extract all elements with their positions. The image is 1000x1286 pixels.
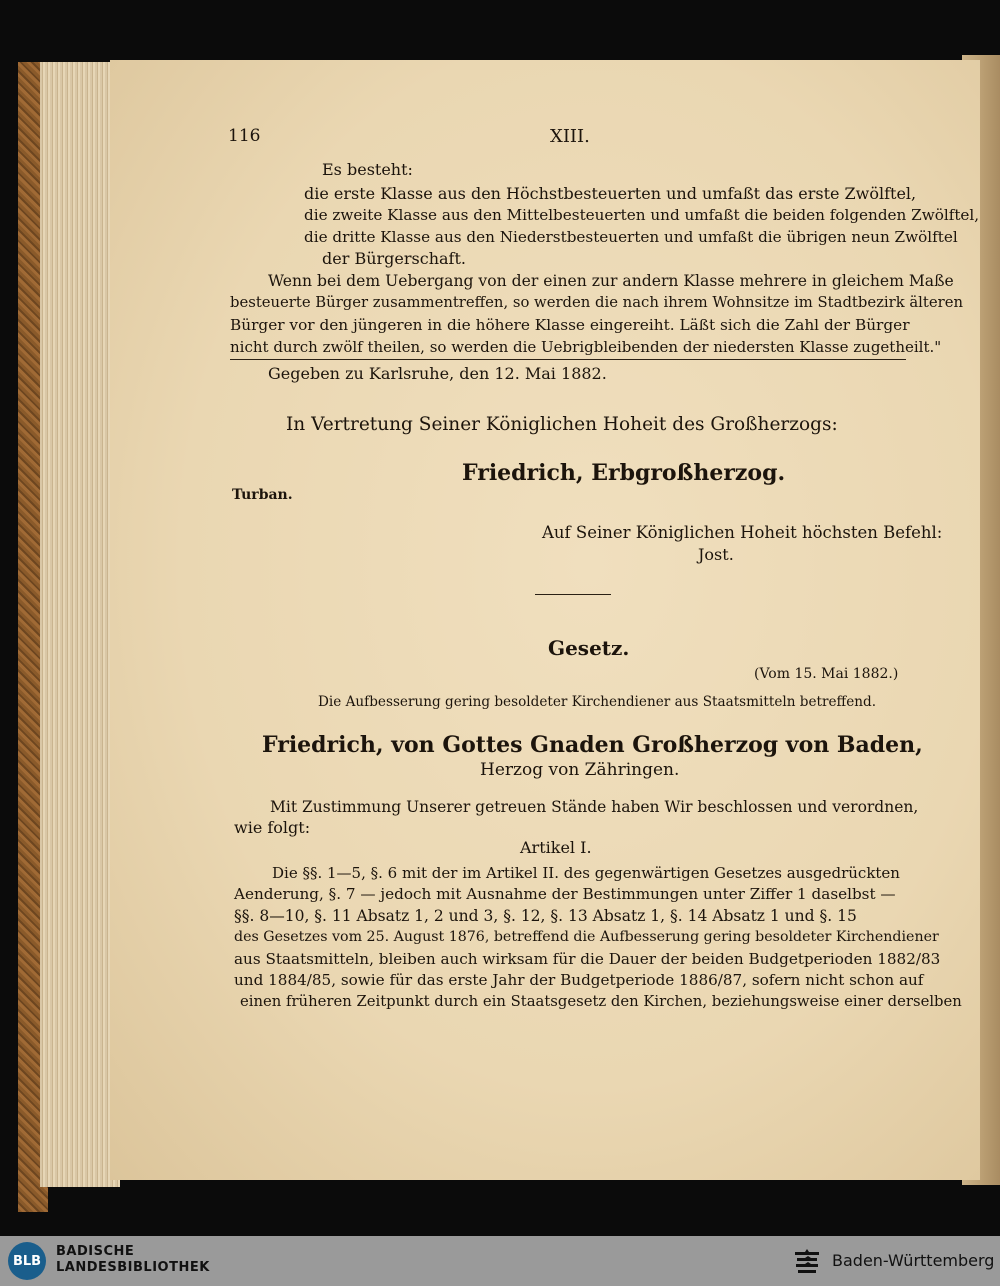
article-line: einen früheren Zeitpunkt durch ein Staatsgesetz den Kirchen, beziehungsweise einer derselben (240, 993, 962, 1010)
preamble-line: wie folgt: (234, 818, 311, 837)
blb-logo[interactable]: BLB (8, 1242, 46, 1280)
law-subject: Die Aufbesserung gering besoldeter Kirchendiener aus Staatsmitteln betreffend. (318, 694, 877, 710)
blb-name-line2: LANDESBIBLIOTHEK (56, 1260, 210, 1275)
page-number: 116 (228, 126, 261, 146)
law-date: (Vom 15. Mai 1882.) (754, 666, 899, 682)
page-edges (40, 62, 120, 1187)
body-line: nicht durch zwölf theilen, so werden die Uebrigbleibenden der niedersten Klasse zugetheilt." (230, 338, 942, 356)
article-line: Die §§. 1—5, §. 6 mit der im Artikel II. des gegenwärtigen Gesetzes ausgedrückten (272, 864, 900, 882)
article-line: des Gesetzes vom 25. August 1876, betreffend die Aufbesserung gering besoldeter Kirchendiener (234, 929, 939, 945)
preamble-line: Mit Zustimmung Unserer getreuen Stände haben Wir beschlossen und verordnen, (270, 798, 919, 816)
blb-name (56, 1244, 210, 1276)
representation-line: In Vertretung Seiner Königlichen Hoheit des Großherzogs: (286, 414, 838, 435)
minister: Turban. (232, 487, 293, 503)
secretary: Jost. (698, 545, 734, 564)
article-heading: Artikel I. (520, 838, 592, 857)
body-line: die zweite Klasse aus den Mittelbesteuerten und umfaßt die beiden folgenden Zwölftel, (304, 206, 980, 224)
bw-name: Baden-Württemberg (832, 1251, 995, 1270)
sovereign-title: Friedrich, von Gottes Gnaden Großherzog von Baden, (262, 732, 923, 758)
body-line: Es besteht: (322, 160, 413, 179)
body-line: Wenn bei dem Uebergang von der einen zur andern Klasse mehrere in gleichem Maße (268, 272, 954, 290)
body-line: der Bürgerschaft. (322, 249, 466, 268)
issue-number: XIII. (550, 126, 590, 147)
body-line: die dritte Klasse aus den Niederstbesteuerten und umfaßt die übrigen neun Zwölftel (304, 228, 958, 246)
law-title: Gesetz. (548, 636, 630, 660)
order-line: Auf Seiner Königlichen Hoheit höchsten Befehl: (542, 523, 943, 542)
body-line: Bürger vor den jüngeren in die höhere Klasse eingereiht. Läßt sich die Zahl der Bürger (230, 316, 910, 334)
body-line: die erste Klasse aus den Höchstbesteuerten und umfaßt das erste Zwölftel, (304, 184, 917, 203)
article-line: §§. 8—10, §. 11 Absatz 1, 2 und 3, §. 12, §. 13 Absatz 1, §. 14 Absatz 1 und §. 15 (234, 907, 857, 925)
body-line: besteuerte Bürger zusammentreffen, so werden die nach ihrem Wohnsitze im Stadtbezirk älteren (230, 294, 963, 311)
lions-crest-icon (792, 1246, 822, 1276)
article-line: und 1884/85, sowie für das erste Jahr der Budgetperiode 1886/87, sofern nicht schon auf (234, 971, 924, 989)
divider (230, 359, 906, 360)
duke-title: Herzog von Zähringen. (480, 760, 680, 780)
short-divider (535, 594, 611, 595)
blb-name-line1: BADISCHE (56, 1244, 135, 1259)
footer-bar (0, 1236, 1000, 1286)
signer: Friedrich, Erbgroßherzog. (462, 460, 786, 486)
article-line: Aenderung, §. 7 — jedoch mit Ausnahme der Bestimmungen unter Ziffer 1 daselbst — (234, 885, 896, 903)
article-line: aus Staatsmitteln, bleiben auch wirksam für die Dauer der beiden Budgetperioden 1882/83 (234, 950, 941, 968)
date-given: Gegeben zu Karlsruhe, den 12. Mai 1882. (268, 364, 607, 383)
